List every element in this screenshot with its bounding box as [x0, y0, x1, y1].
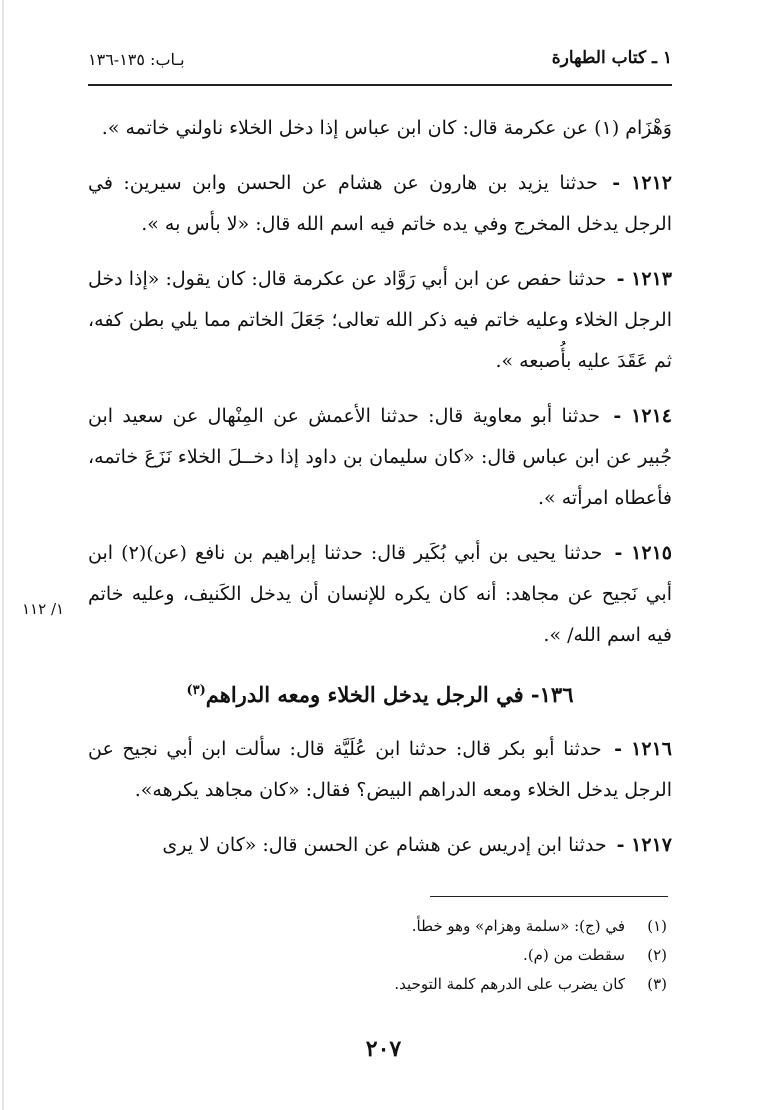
footnote-number: (٢) — [647, 946, 667, 964]
footnote-number: (١) — [647, 917, 667, 935]
paragraph-text: حدثنا ابن إدريس عن هشام عن الحسن قال: «كان لا يرى — [162, 834, 607, 856]
footnote-text: كان يضرب على الدرهم كلمة التوحيد. — [394, 975, 625, 993]
hadith-1212 — [88, 163, 672, 245]
hadith-1216 — [88, 729, 672, 811]
hadith-number: ١٢١٧ - — [616, 834, 672, 856]
section-heading — [88, 670, 672, 715]
footnote-item — [107, 970, 667, 999]
footnote-item — [107, 912, 667, 941]
section-heading-text: ١٣٦- في الرجل يدخل الخلاء ومعه الدراهم — [205, 682, 574, 707]
hadith-number: ١٢١٢ - — [612, 172, 672, 194]
hadith-number: ١٢١٦ - — [614, 738, 672, 760]
footnote-divider — [430, 896, 668, 897]
hadith-1214 — [88, 396, 672, 519]
footnote-ref: (٣) — [186, 683, 206, 698]
footnote-item — [107, 941, 667, 970]
hadith-1217 — [88, 825, 672, 866]
manuscript-folio-note: ١/ ١١٢ — [22, 600, 65, 618]
paragraph-text: حدثنا حفص عن ابن أبي رَوَّاد عن عكرمة قال: كان يقول: «إذا دخل الرجل الخلاء وعليه خاتم فيه ذكر الله تعالى؛ جَعَلَ الخاتم مما يلي بطن كفه، ثم عَقَدَ عليه بأُصبعه ». — [88, 268, 672, 372]
hadith-number: ١٢١٥ - — [614, 542, 672, 564]
footnote-number: (٣) — [647, 975, 667, 993]
footnote-text: سقطت من (م). — [523, 946, 625, 964]
hadith-number: ١٢١٣ - — [616, 268, 672, 290]
footnote-text: في (ج): «سلمة وهزام» وهو خطأ. — [411, 917, 625, 935]
paragraph-text: حدثنا يحيى بن أبي بُكَير قال: حدثنا إبراهيم بن نافع (عن)(٢) ابن أبي نَجيح عن مجاهد: أنه كان يكره للإنسان أن يدخل الكَنيف، وعليه خاتم فيه اسم الله/ ». — [88, 542, 672, 646]
chapter-title: ١ ـ كتاب الطهارة — [551, 48, 672, 68]
header-divider — [88, 84, 672, 86]
paragraph-text: حدثنا أبو معاوية قال: حدثنا الأعمش عن المِنْهال عن سعيد ابن جُبير عن ابن عباس قال: «كان سليمان بن داود إذا دخــلَ الخلاء نَزَعَ خاتمه، فأعطاه امرأته ». — [88, 405, 672, 509]
page-number: ٢٠٧ — [365, 1036, 402, 1062]
paragraph-text: حدثنا أبو بكر قال: حدثنا ابن عُلَيَّة قال: سألت ابن أبي نجيح عن الرجل يدخل الخلاء ومعه الدراهم البيض؟ فقال: «كان مجاهد يكرهه». — [88, 738, 672, 801]
main-text — [88, 108, 672, 866]
running-header — [88, 48, 672, 78]
paragraph-text: حدثنا يزيد بن هارون عن هشام عن الحسن وابن سيرين: في الرجل يدخل المخرج وفي يده خاتم فيه اسم الله قال: «لا بأس به ». — [88, 172, 672, 235]
section-range: بـاب: ١٣٥-١٣٦ — [88, 50, 185, 69]
hadith-number: ١٢١٤ - — [613, 405, 672, 427]
hadith-1215 — [88, 533, 672, 656]
page-edge-shadow — [2, 0, 4, 1110]
hadith-1213 — [88, 259, 672, 382]
paragraph-text: وَهْزَام (١) عن عكرمة قال: كان ابن عباس إذا دخل الخلاء ناولني خاتمه ». — [101, 117, 672, 139]
paragraph-continuation — [88, 108, 672, 149]
footnotes — [107, 912, 667, 999]
